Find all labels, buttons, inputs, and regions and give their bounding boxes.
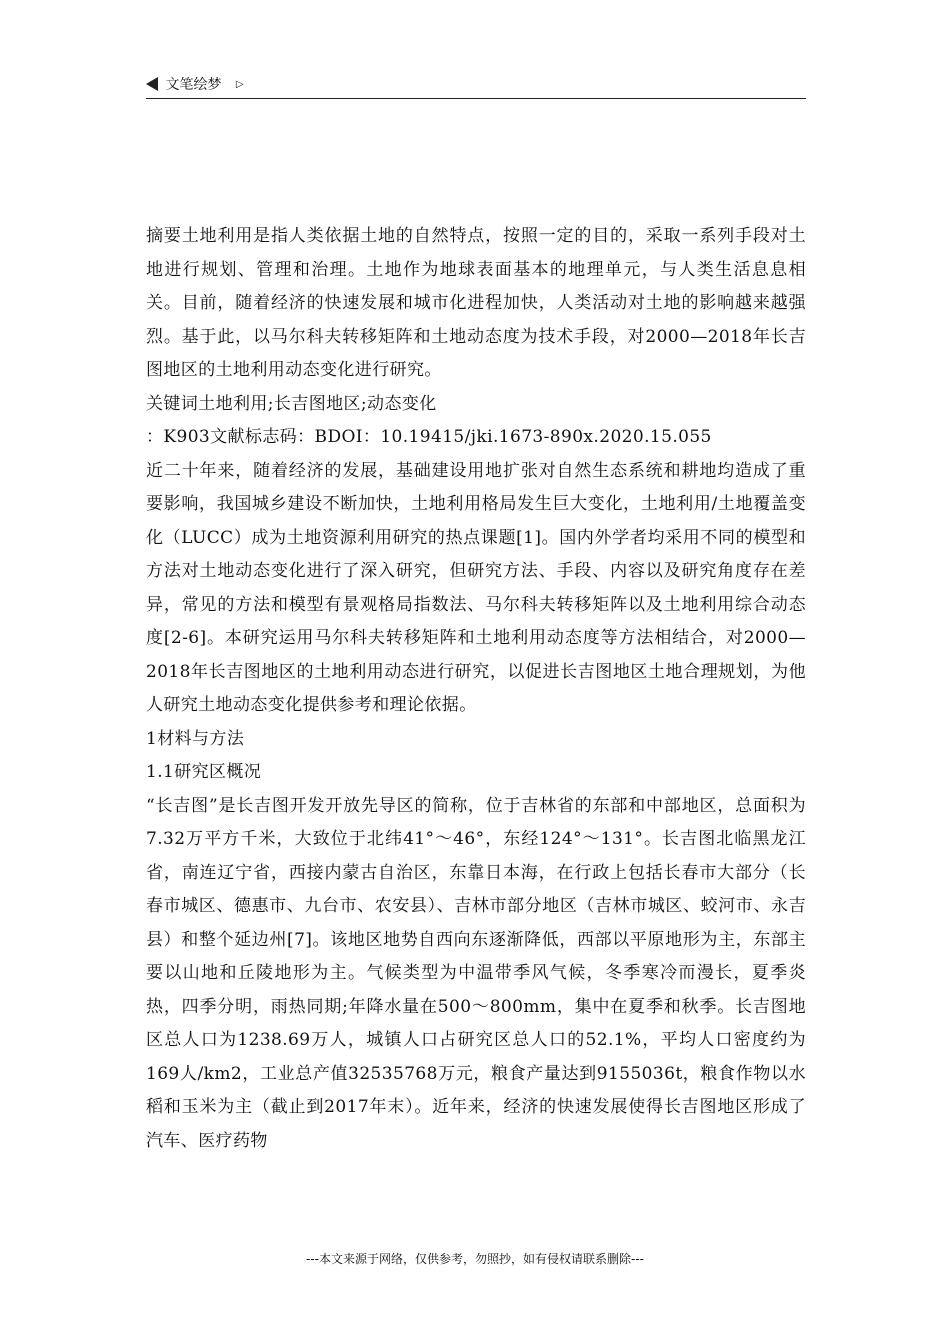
- keywords-line: 关键词土地利用;长吉图地区;动态变化: [146, 393, 437, 414]
- article-body: [146, 220, 806, 1158]
- section-heading: 1材料与方法: [146, 728, 245, 749]
- abstract-paragraph: 摘要土地利用是指人类依据土地的自然特点，按照一定的目的，采取一系列手段对土地进行规划、管理和治理。土地作为地球表面基本的地理单元，与人类生活息息相关。目前，随着经济的快速发展和城市化进程加快，人类活动对土地的影响越来越强烈。基于此，以马尔科夫转移矩阵和土地动态度为技术手段，对2000—2018年长吉图地区的土地利用动态变化进行研究。: [146, 226, 806, 380]
- left-triangle-icon: [146, 77, 158, 91]
- page-footer-notice: ---本文来源于网络，仅供参考，勿照抄，如有侵权请联系删除---: [306, 1252, 644, 1266]
- intro-paragraph: 近二十年来，随着经济的发展，基础建设用地扩张对自然生态系统和耕地均造成了重要影响，我国城乡建设不断加快，土地利用格局发生巨大变化，土地利用/土地覆盖变化（LUCC）成为土地资源利用研究的热点课题[1]。国内外学者均采用不同的模型和方法对土地动态变化进行了深入研究，但研究方法、手段、内容以及研究角度存在差异，常见的方法和模型有景观格局指数法、马尔科夫转移矩阵以及土地利用综合动态度[2-6]。本研究运用马尔科夫转移矩阵和土地利用动态度等方法相结合，对2000—2018年长吉图地区的土地利用动态进行研究，以促进长吉图地区土地合理规划，为他人研究土地动态变化提供参考和理论依据。: [146, 460, 806, 715]
- page-header: [146, 74, 806, 99]
- study-area-paragraph: “长吉图”是长吉图开发开放先导区的简称，位于吉林省的东部和中部地区，总面积为7.32万平方千米，大致位于北纬41°～46°，东经124°～131°。长吉图北临黑龙江省，南连辽宁省，西接内蒙古自治区，东靠日本海，在行政上包括长春市大部分（长春市城区、德惠市、九台市、农安县）、吉林市部分地区（吉林市城区、蛟河市、永吉县）和整个延边州[7]。该地区地势自西向东逐渐降低，西部以平原地形为主，东部主要以山地和丘陵地形为主。气候类型为中温带季风气候，冬季寒冷而漫长，夏季炎热，四季分明，雨热同期;年降水量在500～800mm，集中在夏季和秋季。长吉图地区总人口为1238.69万人，城镇人口占研究区总人口的52.1%，平均人口密度约为169人/km2，工业总产值32535768万元，粮食产量达到9155036t，粮食作物以水稻和玉米为主（截止到2017年末）。近年来，经济的快速发展使得长吉图地区形成了汽车、医疗药物: [146, 795, 806, 1151]
- header-brand: 文笔绘梦: [165, 77, 222, 93]
- subsection-heading: 1.1研究区概况: [146, 762, 262, 782]
- right-triangle-icon: ▷: [235, 79, 244, 90]
- classification-line: ：K903文献标志码：BDOI：10.19415/jki.1673-890x.2020.15.055: [146, 427, 712, 447]
